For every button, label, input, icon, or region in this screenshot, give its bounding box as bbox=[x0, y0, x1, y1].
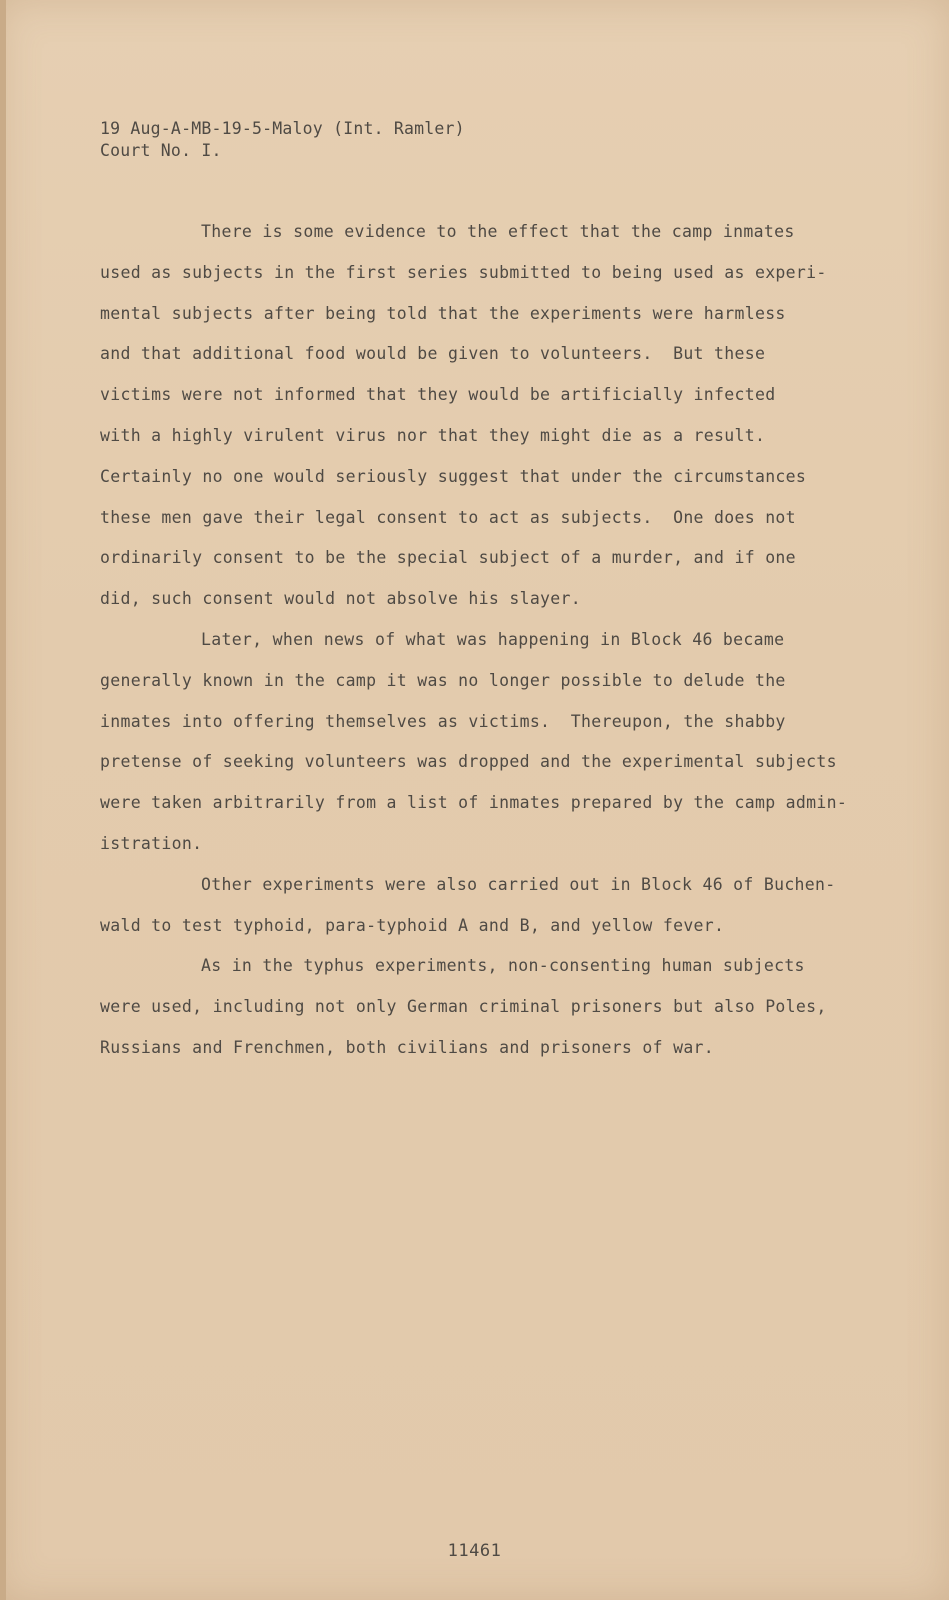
header-reference: 19 Aug-A-MB-19-5-Maloy (Int. Ramler) bbox=[100, 119, 465, 138]
document-header bbox=[100, 118, 465, 162]
text-line: ordinarily consent to be the special subject of a murder, and if one bbox=[100, 548, 796, 568]
text-line: and that additional food would be given to volunteers. But these bbox=[100, 344, 766, 364]
paper-edge bbox=[0, 0, 6, 1600]
text-line: pretense of seeking volunteers was dropped and the experimental subjects bbox=[100, 752, 837, 772]
text-line: As in the typhus experiments, non-consenting human subjects bbox=[201, 956, 805, 976]
body-text bbox=[100, 212, 848, 1069]
text-line: There is some evidence to the effect that the camp inmates bbox=[201, 222, 795, 241]
text-line: were taken arbitrarily from a list of inmates prepared by the camp admin- bbox=[100, 793, 848, 813]
text-line: victims were not informed that they would be artificially infected bbox=[100, 385, 776, 405]
text-line: mental subjects after being told that the experiments were harmless bbox=[100, 303, 786, 323]
text-line: Russians and Frenchmen, both civilians and prisoners of war. bbox=[100, 1037, 715, 1057]
text-line: Other experiments were also carried out in Block 46 of Buchen- bbox=[201, 874, 836, 894]
text-line: were used, including not only German criminal prisoners but also Poles, bbox=[100, 997, 827, 1017]
text-line: generally known in the camp it was no longer possible to delude the bbox=[100, 670, 786, 690]
text-line: istration. bbox=[100, 833, 203, 853]
page-number: 11461 bbox=[447, 1541, 502, 1561]
text-line: these men gave their legal consent to act as subjects. One does not bbox=[100, 507, 796, 527]
text-line: wald to test typhoid, para-typhoid A and B, and yellow fever. bbox=[100, 915, 725, 935]
text-line: did, such consent would not absolve his slayer. bbox=[100, 589, 581, 609]
text-line: with a highly virulent virus nor that they might die as a result. bbox=[100, 425, 766, 445]
text-line: Certainly no one would seriously suggest that under the circumstances bbox=[100, 466, 807, 486]
text-line: inmates into offering themselves as victims. Thereupon, the shabby bbox=[100, 711, 786, 731]
header-court: Court No. I. bbox=[100, 141, 222, 160]
text-line: Later, when news of what was happening in Block 46 became bbox=[201, 629, 785, 649]
text-line: used as subjects in the first series submitted to being used as experi- bbox=[100, 262, 827, 282]
